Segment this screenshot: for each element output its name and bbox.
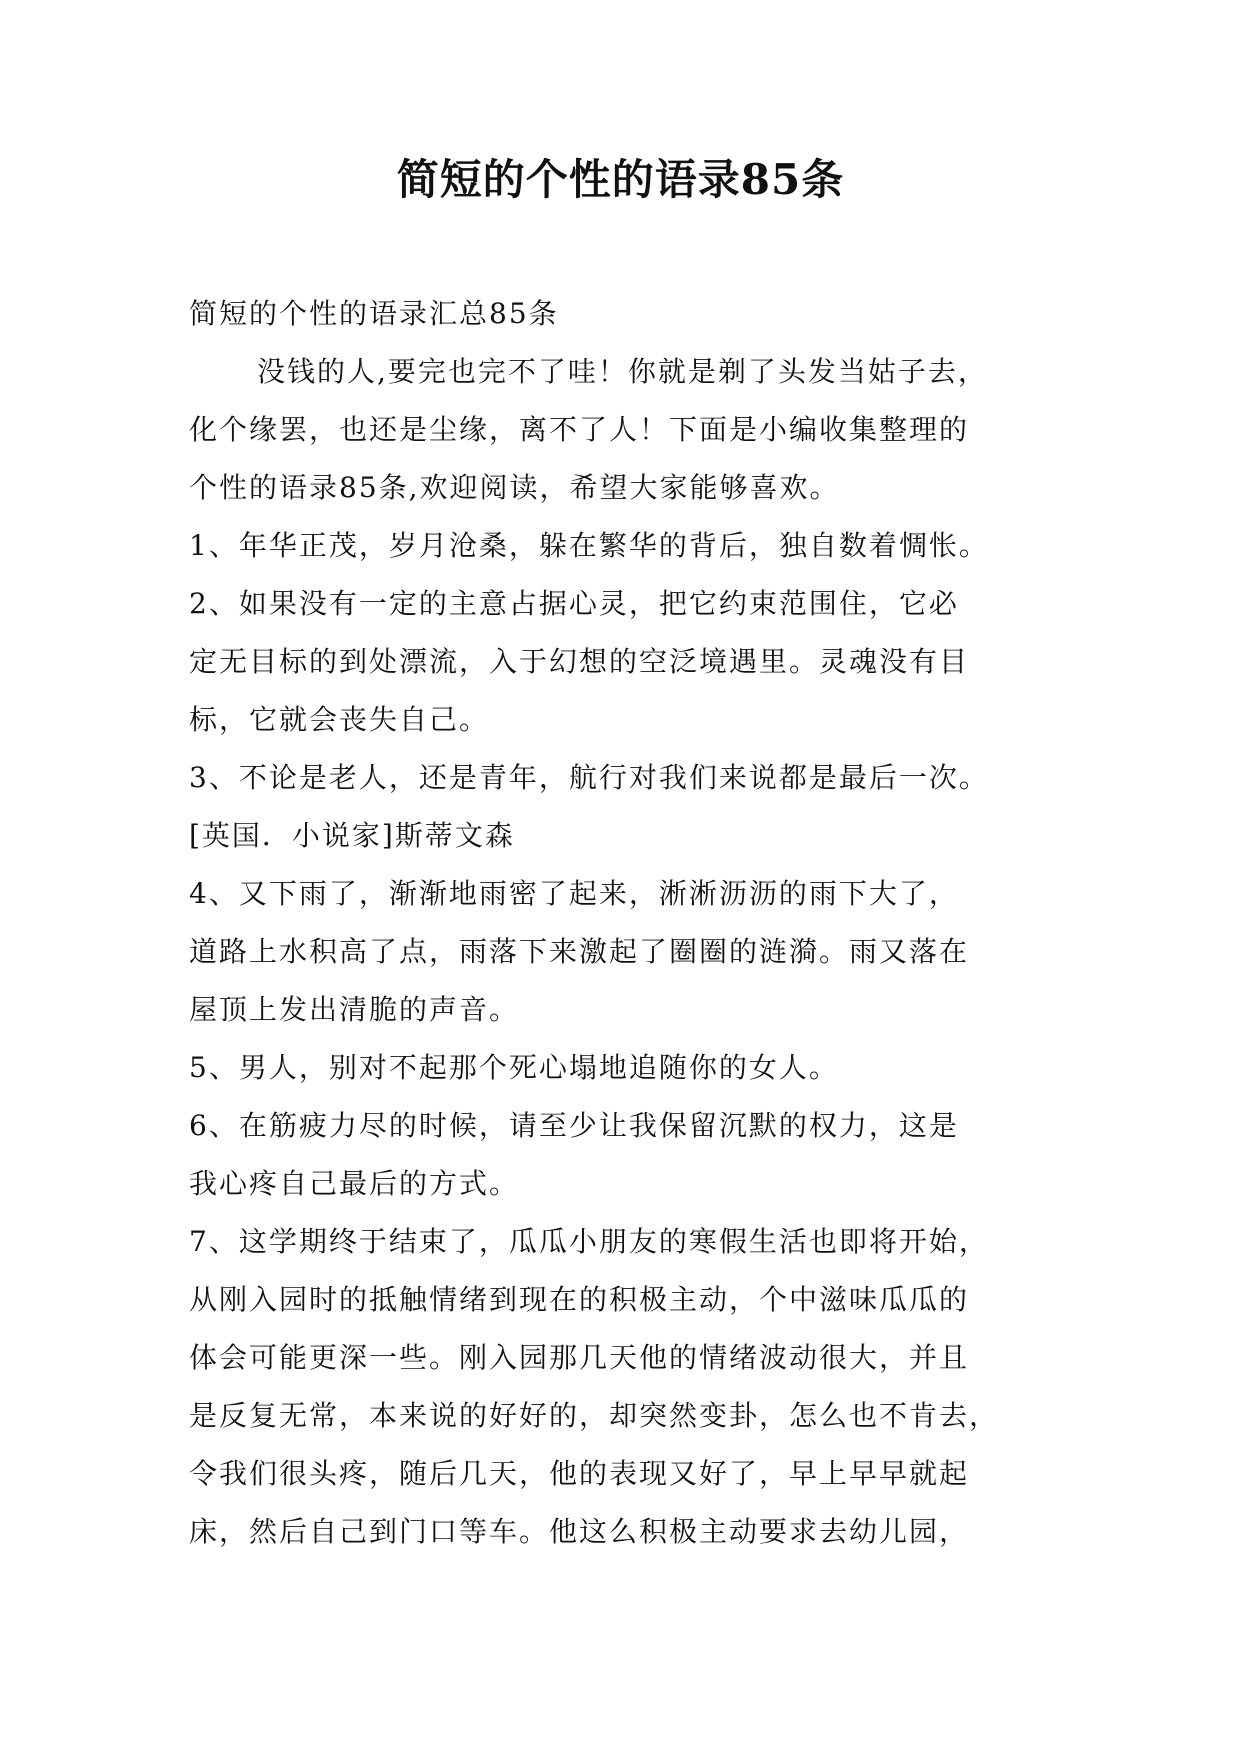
document-title: 简短的个性的语录85条 (396, 155, 845, 204)
intro-line: 没钱的人,要完也完不了哇！你就是剃了头发当姑子去， (257, 355, 988, 388)
quote-line: 从刚入园时的抵触情绪到现在的积极主动，个中滋味瓜瓜的 (189, 1283, 970, 1316)
intro-line: 个性的语录85条,欢迎阅读，希望大家能够喜欢。 (189, 471, 840, 504)
quote-line: 道路上水积高了点，雨落下来激起了圈圈的涟漪。雨又落在 (189, 935, 970, 968)
quote-line: 2、如果没有一定的主意占据心灵，把它约束范围住，它必 (189, 587, 959, 620)
quote-line: 4、又下雨了，渐渐地雨密了起来，淅淅沥沥的雨下大了， (189, 877, 959, 910)
quote-line: 定无目标的到处漂流，入于幻想的空泛境遇里。灵魂没有目 (189, 645, 970, 678)
quote-line: 我心疼自己最后的方式。 (189, 1167, 520, 1200)
quote-line: 1、年华正茂，岁月沧桑，躲在繁华的背后，独自数着惆怅。 (189, 529, 989, 562)
quote-line: 7、这学期终于结束了，瓜瓜小朋友的寒假生活也即将开始， (189, 1225, 989, 1258)
intro-line: 化个缘罢，也还是尘缘，离不了人！下面是小编收集整理的 (189, 413, 970, 446)
quote-line: 标，它就会丧失自己。 (189, 703, 490, 736)
subtitle-line: 简短的个性的语录汇总85条 (189, 297, 559, 330)
quote-line: 床，然后自己到门口等车。他这么积极主动要求去幼儿园， (189, 1515, 970, 1548)
quote-line: 6、在筋疲力尽的时候，请至少让我保留沉默的权力，这是 (189, 1109, 959, 1142)
quote-line: 是反复无常，本来说的好好的，却突然变卦，怎么也不肯去， (189, 1399, 1000, 1432)
document-body (189, 285, 1069, 1561)
quote-line: 体会可能更深一些。刚入园那几天他的情绪波动很大，并且 (189, 1341, 970, 1374)
quote-line: 屋顶上发出清脆的声音。 (189, 993, 520, 1026)
quote-line: 令我们很头疼，随后几天，他的表现又好了，早上早早就起 (189, 1457, 970, 1490)
quote-line: 3、不论是老人，还是青年，航行对我们来说都是最后一次。 (189, 761, 989, 794)
quote-line: 5、男人，别对不起那个死心塌地追随你的女人。 (189, 1051, 839, 1084)
quote-line: [英国．小说家]斯蒂文森 (189, 819, 515, 852)
